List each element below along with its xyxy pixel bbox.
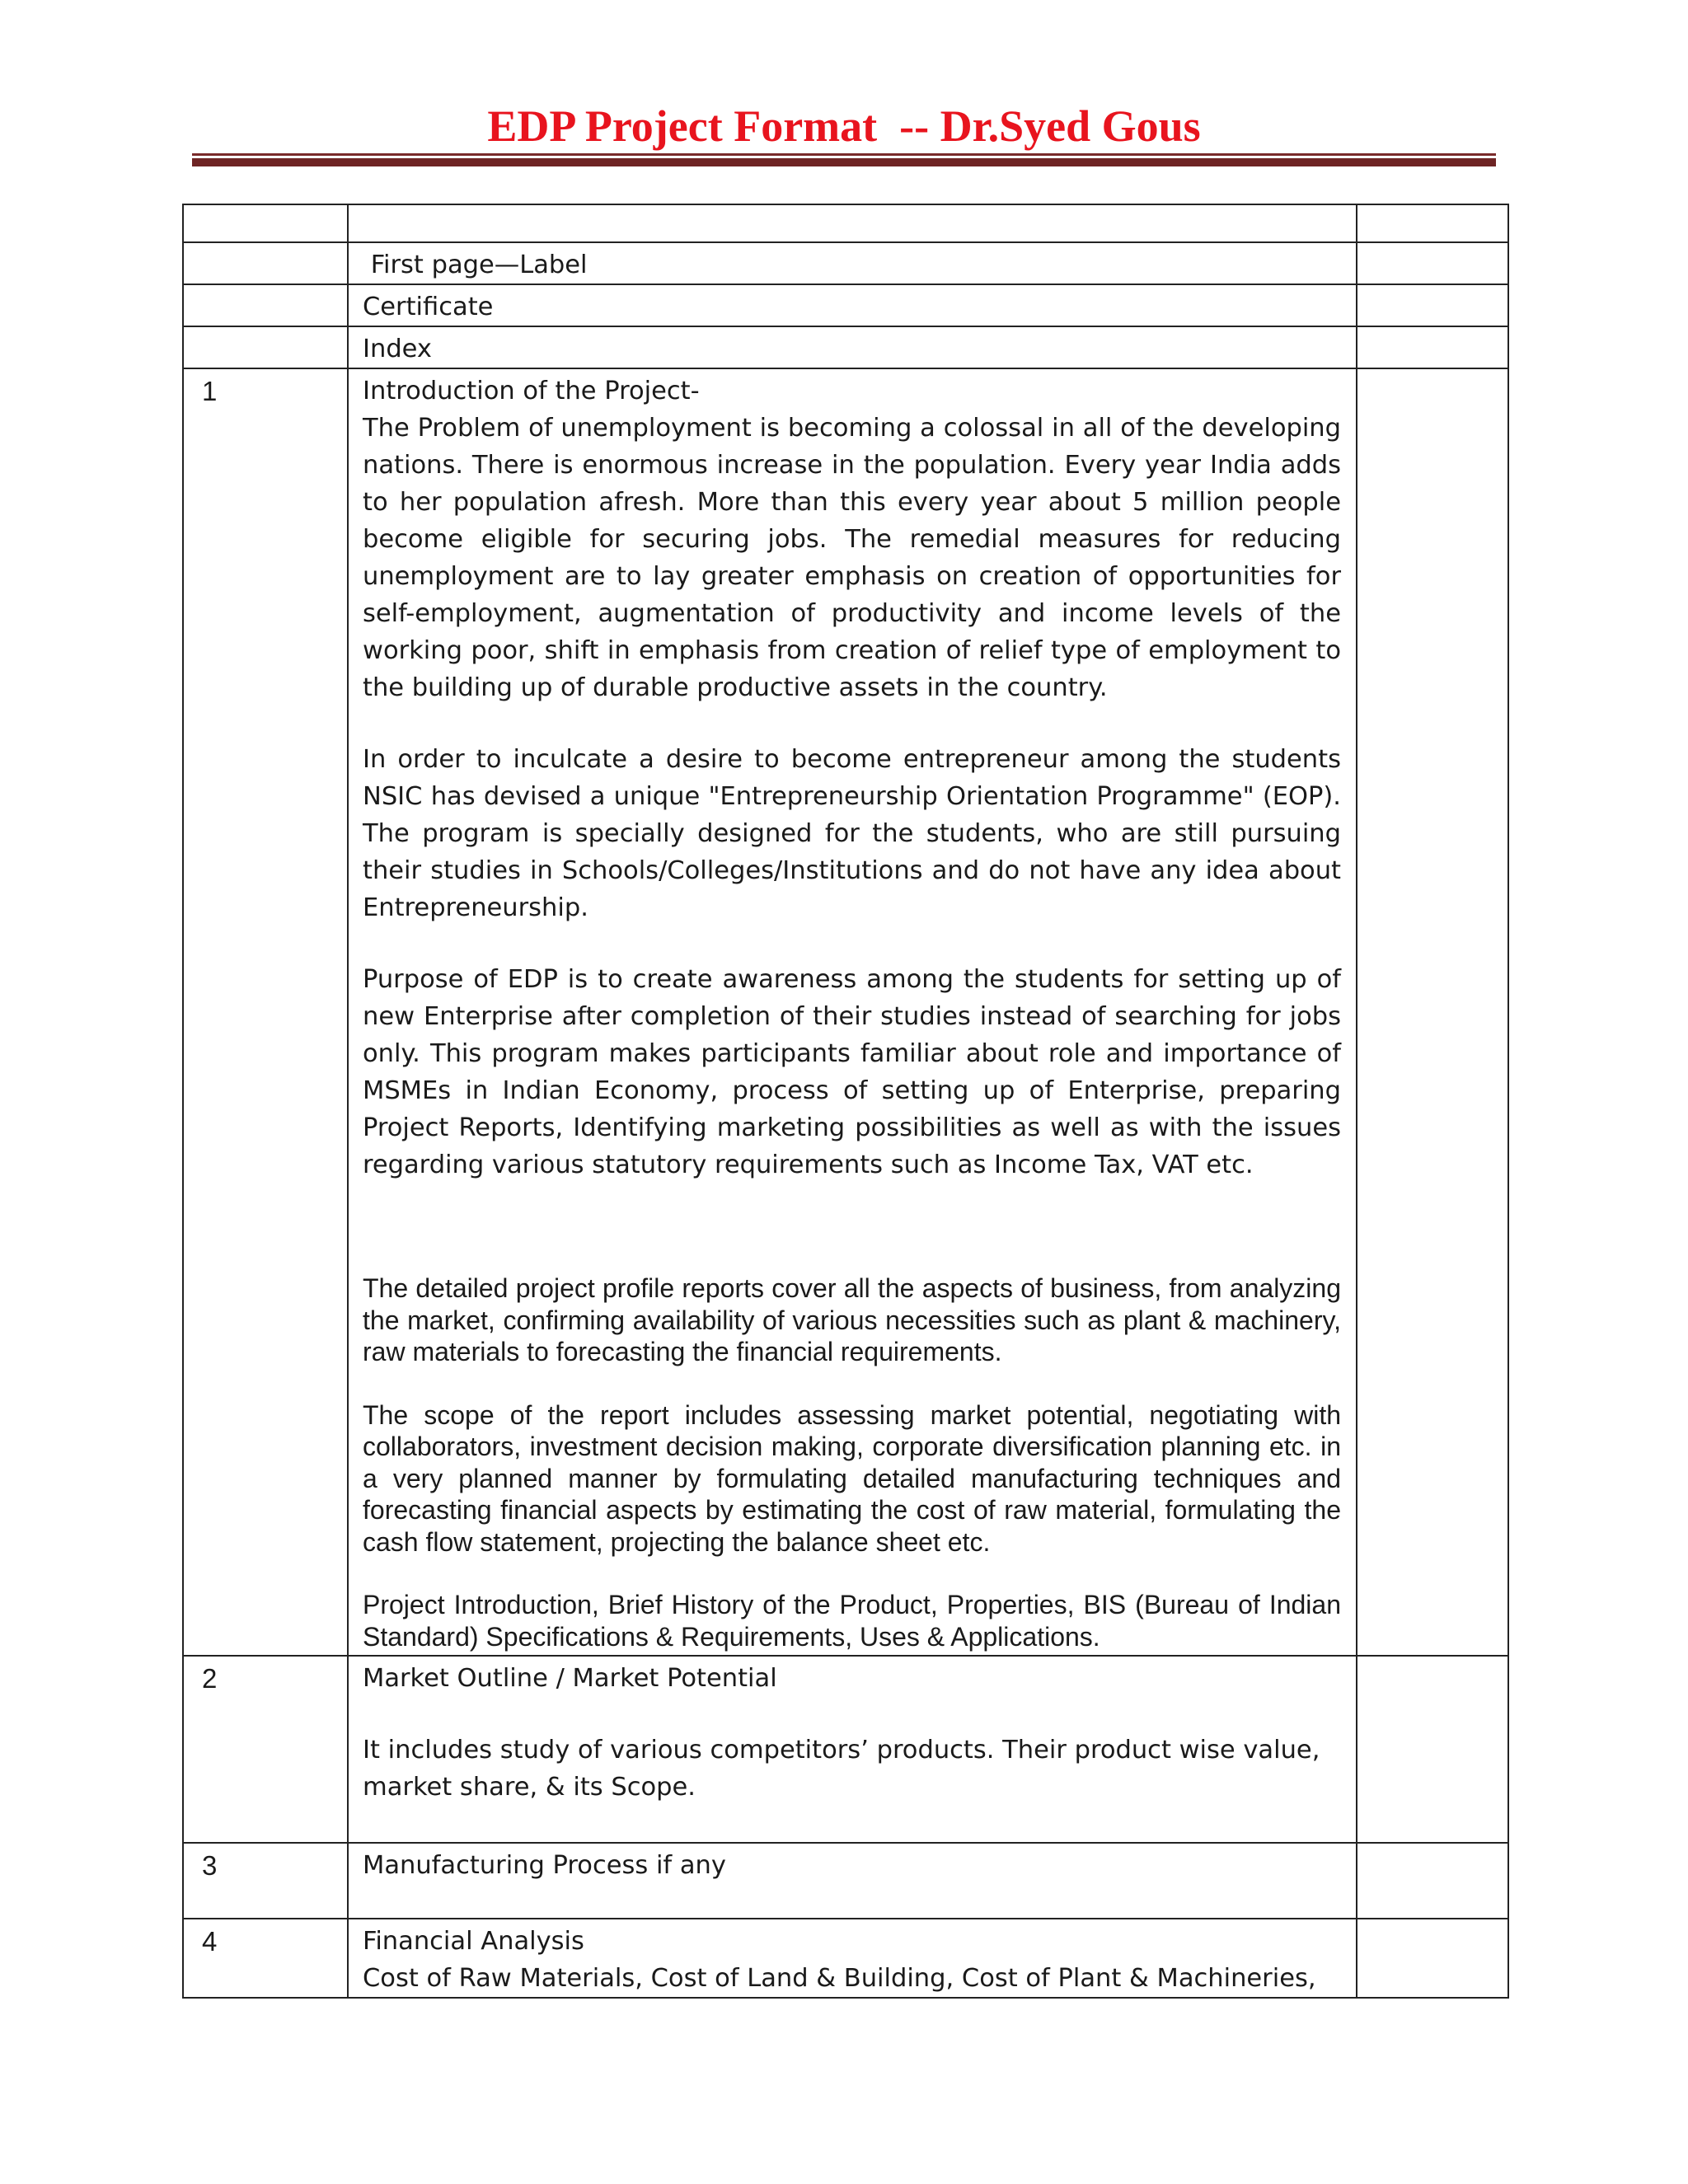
number-cell: 3: [183, 1843, 348, 1919]
table-row: [183, 368, 1508, 1656]
remarks-cell: [1357, 1843, 1508, 1919]
paragraph: Cost of Raw Materials, Cost of Land & Building, Cost of Plant & Machineries,: [363, 1964, 1316, 1993]
content-cell: [348, 242, 1357, 284]
title-underline-thick: [192, 158, 1496, 166]
table-row: [183, 204, 1508, 242]
content-cell: [348, 1919, 1357, 1998]
paragraph: In order to inculcate a desire to become entrepreneur among the students NSIC has devised a unique "Entrepreneurship Orientation Programme" (EOP). The program is specially designed for the students, who are still pursuing their studies in Schools/Colleges/Institutions and do not have any idea about Entrepreneurship.: [363, 745, 1341, 922]
remarks-cell: [1357, 204, 1508, 242]
table-row: [183, 1843, 1508, 1919]
section-heading: Financial Analysis: [363, 1927, 584, 1956]
paragraph: The Problem of unemployment is becoming a colossal in all of the developing nations. There is enormous increase in the population. Every year India adds to her population afresh. More than this every year about 5 million people become eligible for securing jobs. The remedial measures for reducing unemployment are to lay greater emphasis on creation of opportunities for self-employment, augmentation of productivity and income levels of the working poor, shift in emphasis from creation of relief type of employment to the building up of durable productive assets in the country.: [363, 414, 1341, 702]
section-heading: Manufacturing Process if any: [363, 1851, 726, 1880]
certificate-label: Certificate: [363, 293, 494, 321]
number-cell: [183, 204, 348, 242]
number-cell: [183, 284, 348, 326]
index-label: Index: [363, 335, 432, 363]
remarks-cell: [1357, 284, 1508, 326]
number-cell: 2: [183, 1656, 348, 1843]
paragraph: The detailed project profile reports cover all the aspects of business, from analyzing the market, confirming availability of various necessities such as plant & machinery, raw materials to forecasting the financial requirements.: [363, 1273, 1341, 1366]
remarks-cell: [1357, 368, 1508, 1656]
number-cell: [183, 242, 348, 284]
page-title: EDP Project Format -- Dr.Syed Gous: [487, 101, 1201, 151]
remarks-cell: [1357, 1919, 1508, 1998]
content-cell: [348, 284, 1357, 326]
paragraph: Purpose of EDP is to create awareness among the students for setting up of new Enterprise after completion of their studies instead of searching for jobs only. This program makes participants familiar about role and importance of MSMEs in Indian Economy, process of setting up of Enterprise, preparing Project Reports, Identifying marketing possibilities as well as with the issues regarding various statutory requirements such as Income Tax, VAT etc.: [363, 965, 1341, 1179]
number-cell: 4: [183, 1919, 348, 1998]
number-cell: 1: [183, 368, 348, 1656]
project-format-table: [182, 204, 1509, 1999]
table-row: [183, 1656, 1508, 1843]
content-cell: [348, 1843, 1357, 1919]
content-cell: [348, 204, 1357, 242]
section-heading: Market Outline / Market Potential: [363, 1664, 777, 1693]
title-underline-thin: [192, 153, 1496, 156]
paragraph: Project Introduction, Brief History of the Product, Properties, BIS (Bureau of Indian Standard) Specifications & Requirements, Uses & Applications.: [363, 1590, 1341, 1652]
first-page-label: First page—Label: [363, 251, 588, 279]
content-cell: [348, 368, 1357, 1656]
remarks-cell: [1357, 326, 1508, 368]
remarks-cell: [1357, 242, 1508, 284]
table-row: [183, 326, 1508, 368]
remarks-cell: [1357, 1656, 1508, 1843]
content-cell: [348, 326, 1357, 368]
content-cell: [348, 1656, 1357, 1843]
table-row: [183, 1919, 1508, 1998]
paragraph: The scope of the report includes assessing market potential, negotiating with collaborators, investment decision making, corporate diversification planning etc. in a very planned manner by formulating detailed manufacturing techniques and forecasting financial aspects by estimating the cost of raw material, formulating the cash flow statement, projecting the balance sheet etc.: [363, 1399, 1341, 1557]
number-cell: [183, 326, 348, 368]
paragraph: It includes study of various competitors’ products. Their product wise value, market share, & its Scope.: [363, 1736, 1320, 1802]
table-row: [183, 284, 1508, 326]
table-row: [183, 242, 1508, 284]
section-heading: Introduction of the Project-: [363, 377, 700, 405]
report-description: [363, 1272, 1341, 1652]
